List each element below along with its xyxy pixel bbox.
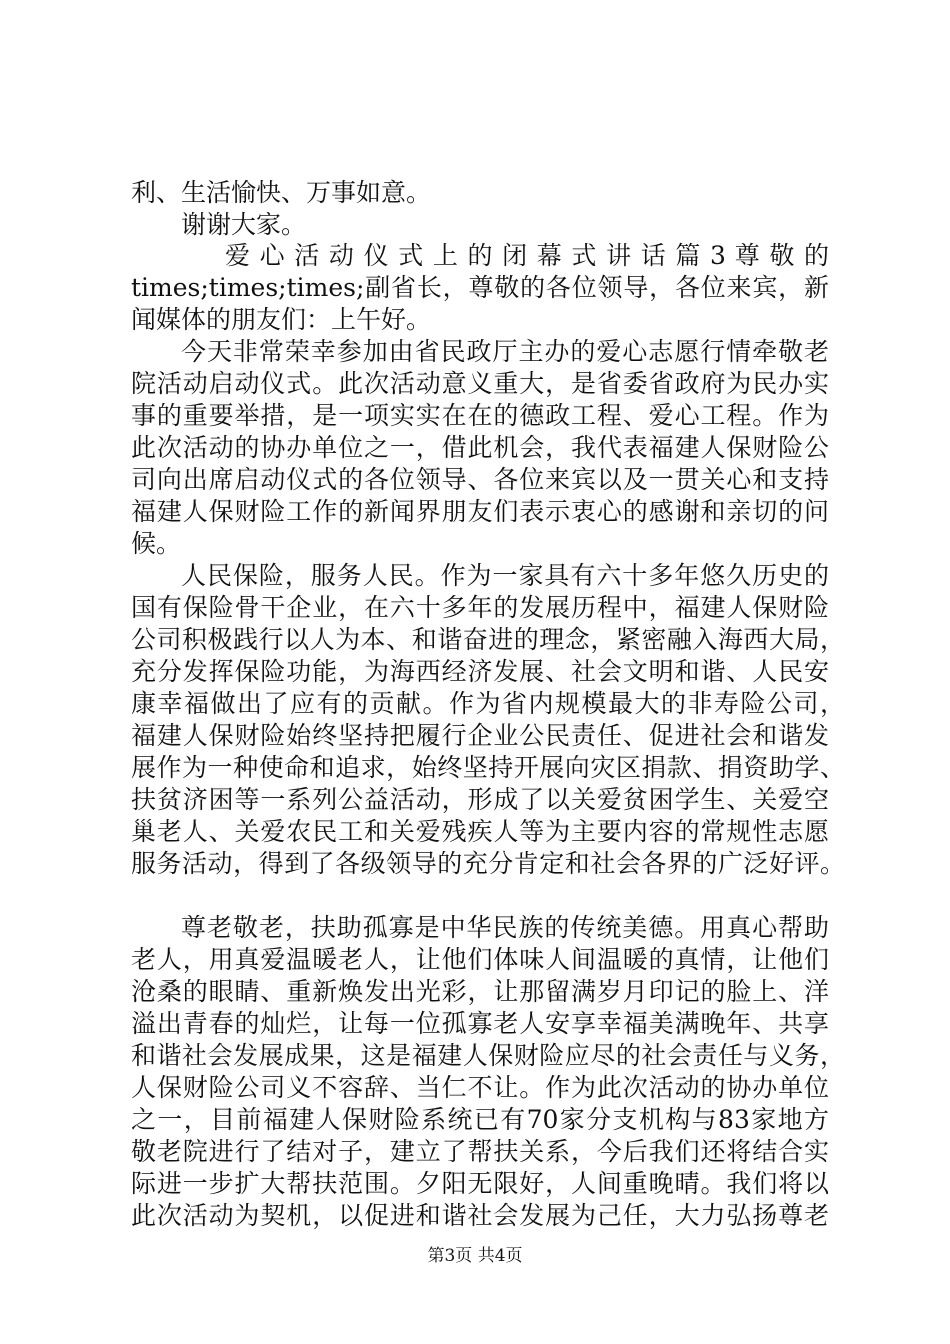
- text-line: 国有保险骨干企业，在六十多年的发展历程中，福建人保财险: [131, 593, 829, 622]
- text-line: 敬老院进行了结对子，建立了帮扶关系，今后我们还将结合实: [131, 1137, 829, 1166]
- text-line: 利、生活愉快、万事如意。: [131, 178, 432, 207]
- text-line: 际进一步扩大帮扶范围。夕阳无限好，人间重晚晴。我们将以: [131, 1169, 829, 1198]
- paragraph-first-line: 今天非常荣幸参加由省民政厅主办的爱心志愿行情牵敬老: [181, 337, 829, 366]
- text-line: 康幸福做出了应有的贡献。作为省内规模最大的非寿险公司，: [131, 689, 845, 718]
- text-line: 闻媒体的朋友们：上午好。: [131, 305, 432, 334]
- text-line: times;times;times;副省长，尊敬的各位领导，各位来宾，新: [131, 273, 829, 302]
- text-line: 此次活动的协办单位之一，借此机会，我代表福建人保财险公: [131, 433, 829, 462]
- text-line: 公司积极践行以人为本、和谐奋进的理念，紧密融入海西大局，: [131, 625, 845, 654]
- text-line: 福建人保财险始终坚持把履行企业公民责任、促进社会和谐发: [131, 721, 829, 750]
- text-line: 之一，目前福建人保财险系统已有70家分支机构与83家地方: [131, 1105, 829, 1134]
- text-line: 巢老人、关爱农民工和关爱残疾人等为主要内容的常规性志愿: [131, 817, 829, 846]
- text-line: 院活动启动仪式。此次活动意义重大，是省委省政府为民办实: [131, 369, 829, 398]
- text-line: 福建人保财险工作的新闻界朋友们表示衷心的感谢和亲切的问: [131, 497, 829, 526]
- page-number-footer: 第3页 共4页: [427, 1246, 523, 1266]
- text-line: 人保财险公司义不容辞、当仁不让。作为此次活动的协办单位: [131, 1073, 829, 1102]
- text-line: 扶贫济困等一系列公益活动，形成了以关爱贫困学生、关爱空: [131, 785, 829, 814]
- text-line: 谢谢大家。: [181, 210, 307, 239]
- text-line: 沧桑的眼睛、重新焕发出光彩，让那留满岁月印记的脸上、洋: [131, 977, 829, 1006]
- text-line: 候。: [131, 529, 182, 558]
- text-line: 溢出青春的灿烂，让每一位孤寡老人安享幸福美满晚年、共享: [131, 1009, 829, 1038]
- text-line: 服务活动，得到了各级领导的充分肯定和社会各界的广泛好评。: [131, 849, 845, 878]
- text-line: 充分发挥保险功能，为海西经济发展、社会文明和谐、人民安: [131, 657, 829, 686]
- text-line: 和谐社会发展成果，这是福建人保财险应尽的社会责任与义务，: [131, 1041, 845, 1070]
- text-line: 事的重要举措，是一项实实在在的德政工程、爱心工程。作为: [131, 401, 829, 430]
- text-line: 司向出席启动仪式的各位领导、各位来宾以及一贯关心和支持: [131, 465, 829, 494]
- section-heading-line: 爱 心 活 动 仪 式 上 的 闭 幕 式 讲 话 篇 3 尊 敬 的: [225, 241, 829, 270]
- text-line: 展作为一种使命和追求，始终坚持开展向灾区捐款、捐资助学、: [131, 753, 845, 782]
- text-line: 老人，用真爱温暖老人，让他们体味人间温暖的真情，让他们: [131, 945, 829, 974]
- text-line: 此次活动为契机，以促进和谐社会发展为己任，大力弘扬尊老: [131, 1201, 829, 1230]
- paragraph-first-line: 尊老敬老，扶助孤寡是中华民族的传统美德。用真心帮助: [181, 913, 829, 942]
- paragraph-first-line: 人民保险，服务人民。作为一家具有六十多年悠久历史的: [181, 561, 829, 590]
